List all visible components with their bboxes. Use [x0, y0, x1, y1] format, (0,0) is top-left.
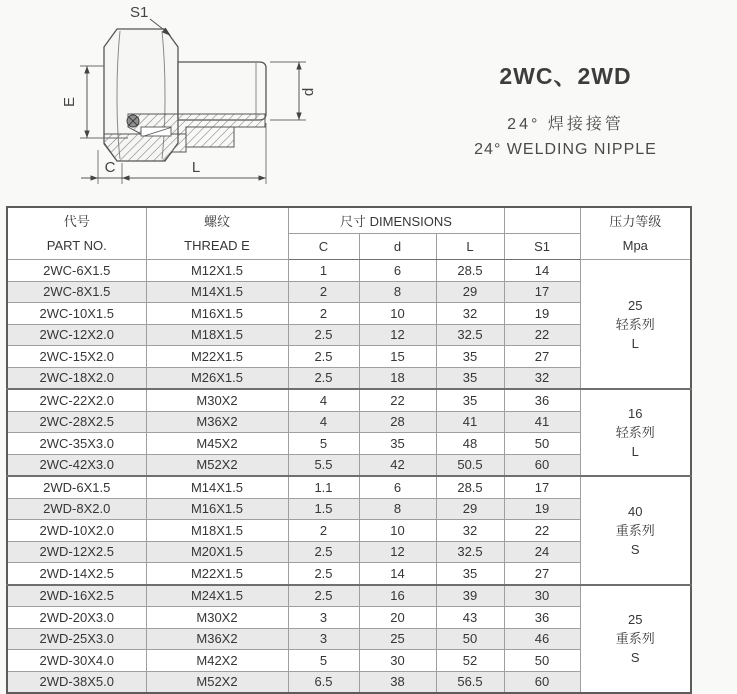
- s1-cell: 24: [504, 541, 580, 563]
- dim-label-e: E: [61, 96, 78, 108]
- dim-d-cell: 14: [359, 563, 436, 585]
- table-body: [7, 260, 691, 694]
- subtitle-english: 24° WELDING NIPPLE: [474, 141, 657, 158]
- part-no-cell: 2WD-20X3.0: [7, 607, 146, 629]
- part-no-cell: 2WD-14X2.5: [7, 563, 146, 585]
- dim-l-cell: 28.5: [436, 260, 504, 282]
- part-no-cell: 2WD-30X4.0: [7, 650, 146, 672]
- part-no-cell: 2WD-25X3.0: [7, 628, 146, 650]
- dim-l-cell: 35: [436, 389, 504, 411]
- thread-cell: M52X2: [146, 454, 288, 476]
- pressure-line: 25: [628, 297, 643, 313]
- dim-c-cell: 5: [288, 433, 359, 455]
- thread-cell: M42X2: [146, 650, 288, 672]
- dim-l-cell: 48: [436, 433, 504, 455]
- pressure-line: 轻系列: [615, 316, 655, 332]
- dim-c-cell: 4: [288, 411, 359, 433]
- dim-d-cell: 6: [359, 476, 436, 498]
- part-no-cell: 2WD-38X5.0: [7, 671, 146, 693]
- dim-c-cell: 2.5: [288, 367, 359, 389]
- part-no-cell: 2WD-16X2.5: [7, 585, 146, 607]
- s1-cell: 27: [504, 346, 580, 368]
- s1-cell: 36: [504, 389, 580, 411]
- dim-label-c: C: [104, 159, 116, 176]
- pressure-line: 16: [628, 406, 643, 421]
- dim-l-cell: 32: [436, 303, 504, 325]
- dim-l-cell: 43: [436, 607, 504, 629]
- dim-c-cell: 5: [288, 650, 359, 672]
- thread-cell: M22X1.5: [146, 346, 288, 368]
- header-part-no: [7, 207, 146, 260]
- dim-d-cell: 38: [359, 671, 436, 693]
- dim-c-cell: 5.5: [288, 454, 359, 476]
- dim-l-cell: 52: [436, 650, 504, 672]
- thread-cell: M45X2: [146, 433, 288, 455]
- dim-c-cell: 2.5: [288, 346, 359, 368]
- dim-c-cell: 6.5: [288, 671, 359, 693]
- part-no-cell: 2WC-8X1.5: [7, 281, 146, 303]
- dim-l-cell: 35: [436, 563, 504, 585]
- thread-cell: M22X1.5: [146, 563, 288, 585]
- dim-d-cell: 25: [359, 628, 436, 650]
- part-no-cell: 2WD-8X2.0: [7, 498, 146, 520]
- dim-l-cell: 32: [436, 520, 504, 542]
- part-no-cell: 2WC-10X1.5: [7, 303, 146, 325]
- l-arrow-right: [259, 175, 267, 180]
- header-col-d: d: [359, 234, 436, 260]
- pressure-group-cell: [580, 260, 691, 390]
- dim-l-cell: 32.5: [436, 541, 504, 563]
- s1-cell: 27: [504, 563, 580, 585]
- dim-c-cell: 2.5: [288, 563, 359, 585]
- dim-c-cell: 2.5: [288, 541, 359, 563]
- pressure-line: 40: [628, 503, 643, 519]
- pressure-line: L: [631, 444, 639, 459]
- dim-l-cell: 41: [436, 411, 504, 433]
- header-dimensions: 尺寸 DIMENSIONS: [288, 207, 504, 234]
- thread-cell: M16X1.5: [146, 498, 288, 520]
- dim-d-cell: 18: [359, 367, 436, 389]
- model-title: 2WC、2WD: [499, 63, 632, 89]
- part-no-cell: 2WC-18X2.0: [7, 367, 146, 389]
- l-arrow-left: [122, 175, 130, 180]
- header-col-s1: S1: [504, 234, 580, 260]
- pressure-group-cell: [580, 476, 691, 585]
- s1-cell: 17: [504, 281, 580, 303]
- part-no-cell: 2WC-35X3.0: [7, 433, 146, 455]
- header-pressure-unit: Mpa: [622, 237, 648, 253]
- table-header: [7, 207, 691, 260]
- header-thread: [146, 207, 288, 260]
- dim-label-l: L: [191, 159, 201, 176]
- pressure-line: S: [630, 650, 640, 666]
- thread-cell: M14X1.5: [146, 476, 288, 498]
- part-no-cell: 2WC-6X1.5: [7, 260, 146, 282]
- pressure-line: 轻系列: [615, 425, 655, 440]
- s1-cell: 60: [504, 671, 580, 693]
- thread-cell: M18X1.5: [146, 324, 288, 346]
- title-block: [408, 58, 723, 159]
- dim-l-cell: 56.5: [436, 671, 504, 693]
- dim-l-cell: 32.5: [436, 324, 504, 346]
- pressure-group-cell: [580, 389, 691, 476]
- dim-d-cell: 16: [359, 585, 436, 607]
- thread-cell: M12X1.5: [146, 260, 288, 282]
- header-col-l: L: [436, 234, 504, 260]
- dim-l-cell: 29: [436, 281, 504, 303]
- header-pressure-cn: 压力等级: [609, 213, 662, 229]
- pressure-line: S: [630, 541, 640, 557]
- s1-cell: 30: [504, 585, 580, 607]
- dim-d-cell: 12: [359, 541, 436, 563]
- dim-d-cell: 12: [359, 324, 436, 346]
- d-arrow-bottom: [296, 113, 301, 121]
- dim-c-cell: 2: [288, 303, 359, 325]
- part-no-cell: 2WD-10X2.0: [7, 520, 146, 542]
- dim-c-cell: 2.5: [288, 585, 359, 607]
- part-no-cell: 2WC-42X3.0: [7, 454, 146, 476]
- s1-cell: 50: [504, 433, 580, 455]
- s1-cell: 22: [504, 324, 580, 346]
- dim-c-cell: 2: [288, 281, 359, 303]
- header-part-no-en: PART NO.: [46, 237, 107, 253]
- pressure-line: 25: [628, 612, 643, 628]
- pressure-line: 重系列: [615, 522, 655, 538]
- dim-l-cell: 39: [436, 585, 504, 607]
- pressure-group-cell: [580, 585, 691, 694]
- dim-c-cell: 1.5: [288, 498, 359, 520]
- table-row: [7, 585, 691, 607]
- dim-c-cell: 3: [288, 628, 359, 650]
- dim-c-cell: 2: [288, 520, 359, 542]
- pipe-outline: [178, 62, 266, 120]
- thread-cell: M30X2: [146, 389, 288, 411]
- header-thread-en: THREAD E: [184, 237, 250, 253]
- dim-d-cell: 42: [359, 454, 436, 476]
- part-no-cell: 2WC-15X2.0: [7, 346, 146, 368]
- dim-d-cell: 35: [359, 433, 436, 455]
- table-row: [7, 389, 691, 411]
- s1-cell: 46: [504, 628, 580, 650]
- part-no-cell: 2WD-6X1.5: [7, 476, 146, 498]
- s1-cell: 50: [504, 650, 580, 672]
- dim-l-cell: 28.5: [436, 476, 504, 498]
- part-no-cell: 2WC-12X2.0: [7, 324, 146, 346]
- c-arrow: [91, 175, 99, 180]
- dim-d-cell: 6: [359, 260, 436, 282]
- dim-c-cell: 2.5: [288, 324, 359, 346]
- s1-cell: 14: [504, 260, 580, 282]
- dim-d-cell: 8: [359, 498, 436, 520]
- s1-cell: 17: [504, 476, 580, 498]
- dim-c-cell: 4: [288, 389, 359, 411]
- header-col-c: C: [288, 234, 359, 260]
- s1-cell: 22: [504, 520, 580, 542]
- dim-c-cell: 3: [288, 607, 359, 629]
- pressure-line: 重系列: [615, 631, 655, 647]
- dim-d-cell: 30: [359, 650, 436, 672]
- thread-cell: M14X1.5: [146, 281, 288, 303]
- s1-cell: 32: [504, 367, 580, 389]
- cone-seat: [141, 127, 171, 136]
- thread-cell: M30X2: [146, 607, 288, 629]
- part-no-cell: 2WC-28X2.5: [7, 411, 146, 433]
- header-part-no-cn: 代号: [63, 213, 90, 229]
- table-row: [7, 260, 691, 282]
- dim-c-cell: 1.1: [288, 476, 359, 498]
- thread-cell: M18X1.5: [146, 520, 288, 542]
- thread-cell: M36X2: [146, 628, 288, 650]
- dim-d-cell: 8: [359, 281, 436, 303]
- header-s1-spacer: [504, 207, 580, 234]
- dim-label-d: d: [300, 87, 317, 97]
- thread-cell: M20X1.5: [146, 541, 288, 563]
- thread-cell: M36X2: [146, 411, 288, 433]
- s1-cell: 60: [504, 454, 580, 476]
- dim-d-cell: 15: [359, 346, 436, 368]
- subtitle-chinese: 24° 焊接接管: [507, 116, 624, 133]
- dim-d-cell: 20: [359, 607, 436, 629]
- pressure-line: L: [631, 335, 639, 351]
- e-arrow-top: [84, 66, 89, 74]
- e-arrow-bottom: [84, 131, 89, 139]
- dim-d-cell: 28: [359, 411, 436, 433]
- s1-cell: 36: [504, 607, 580, 629]
- s1-cell: 41: [504, 411, 580, 433]
- part-no-cell: 2WC-22X2.0: [7, 389, 146, 411]
- table-row: [7, 476, 691, 498]
- dim-d-cell: 10: [359, 520, 436, 542]
- dim-l-cell: 35: [436, 367, 504, 389]
- header-pressure: [580, 207, 691, 260]
- dim-l-cell: 50: [436, 628, 504, 650]
- thread-cell: M24X1.5: [146, 585, 288, 607]
- dim-l-cell: 29: [436, 498, 504, 520]
- thread-cell: M52X2: [146, 671, 288, 693]
- dim-d-cell: 10: [359, 303, 436, 325]
- step-section-hatch: [186, 127, 234, 147]
- part-no-cell: 2WD-12X2.5: [7, 541, 146, 563]
- thread-cell: M16X1.5: [146, 303, 288, 325]
- dimensions-table: [6, 206, 692, 694]
- header-thread-cn: 螺纹: [203, 213, 230, 229]
- dim-l-cell: 50.5: [436, 454, 504, 476]
- dim-l-cell: 35: [436, 346, 504, 368]
- nipple-section-drawing: [0, 0, 380, 205]
- s1-cell: 19: [504, 498, 580, 520]
- dim-d-cell: 22: [359, 389, 436, 411]
- s1-cell: 19: [504, 303, 580, 325]
- d-arrow-top: [296, 62, 301, 70]
- dim-c-cell: 1: [288, 260, 359, 282]
- dim-label-s1: S1: [130, 4, 149, 21]
- thread-cell: M26X1.5: [146, 367, 288, 389]
